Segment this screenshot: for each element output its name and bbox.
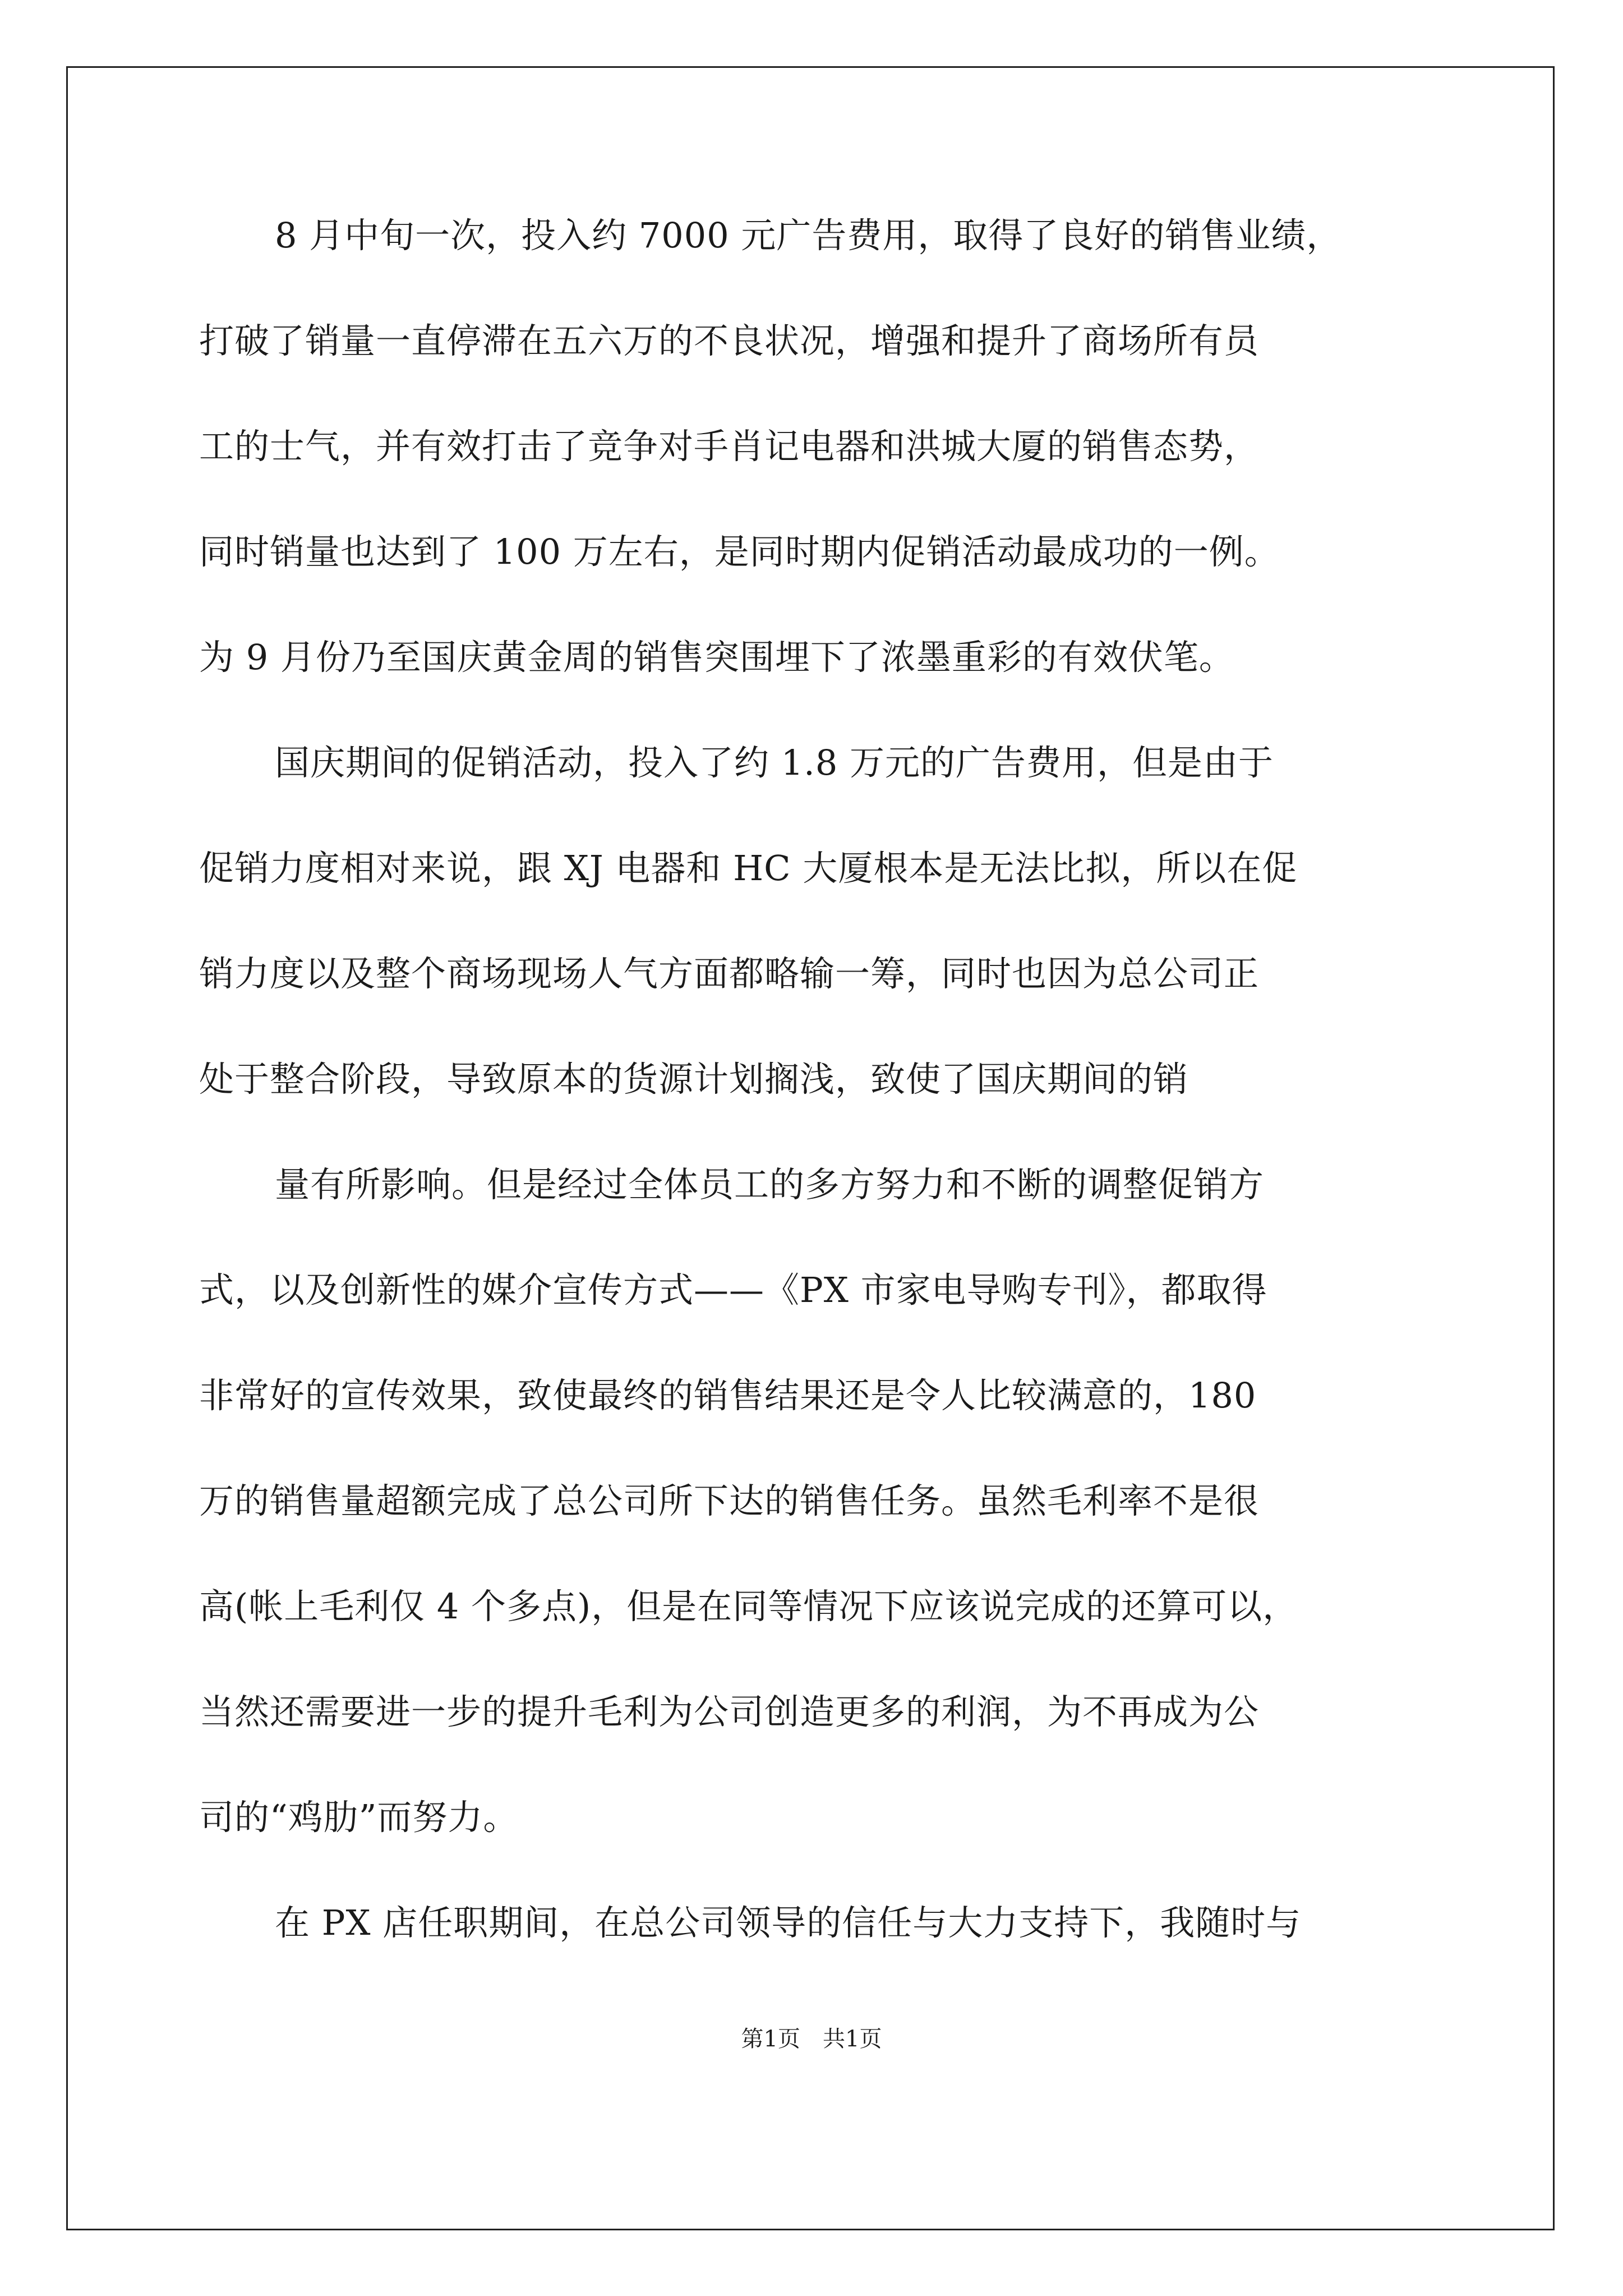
page-footer (0, 2025, 1623, 2053)
text-line: 促销力度相对来说，跟 XJ 电器和 HC 大厦根本是无法比拟，所以在促 (199, 848, 1298, 889)
text-line: 式，以及创新性的媒介宣传方式——《PX 市家电导购专刊》，都取得 (199, 1269, 1267, 1310)
page-number: 第1页 (741, 2026, 800, 2052)
text-line: 万的销售量超额完成了总公司所下达的销售任务。虽然毛利率不是很 (199, 1480, 1260, 1521)
text-line: 销力度以及整个商场现场人气方面都略输一筹，同时也因为总公司正 (199, 953, 1260, 994)
text-line: 量有所影响。但是经过全体员工的多方努力和不断的调整促销方 (275, 1164, 1265, 1205)
text-line: 处于整合阶段，导致原本的货源计划搁浅，致使了国庆期间的销 (199, 1059, 1189, 1099)
text-line: 当然还需要进一步的提升毛利为公司创造更多的利润，为不再成为公 (199, 1691, 1260, 1732)
page-total: 共1页 (823, 2026, 882, 2052)
text-line: 为 9 月份乃至国庆黄金周的销售突围埋下了浓墨重彩的有效伏笔。 (199, 637, 1234, 678)
text-line: 司的“鸡肋”而努力。 (199, 1797, 519, 1838)
text-line: 同时销量也达到了 100 万左右，是同时期内促销活动最成功的一例。 (199, 531, 1280, 572)
text-line: 非常好的宣传效果，致使最终的销售结果还是令人比较满意的，180 (199, 1375, 1257, 1416)
text-line: 国庆期间的促销活动，投入了约 1.8 万元的广告费用，但是由于 (275, 742, 1274, 783)
text-line: 打破了销量一直停滞在五六万的不良状况，增强和提升了商场所有员 (199, 320, 1260, 361)
text-line: 8 月中旬一次，投入约 7000 元广告费用，取得了良好的销售业绩， (275, 215, 1342, 256)
text-line: 高(帐上毛利仅 4 个多点)，但是在同等情况下应该说完成的还算可以， (199, 1586, 1298, 1627)
text-line: 在 PX 店任职期间，在总公司领导的信任与大力支持下，我随时与 (275, 1902, 1302, 1943)
text-line: 工的士气，并有效打击了竞争对手肖记电器和洪城大厦的销售态势， (199, 426, 1260, 467)
